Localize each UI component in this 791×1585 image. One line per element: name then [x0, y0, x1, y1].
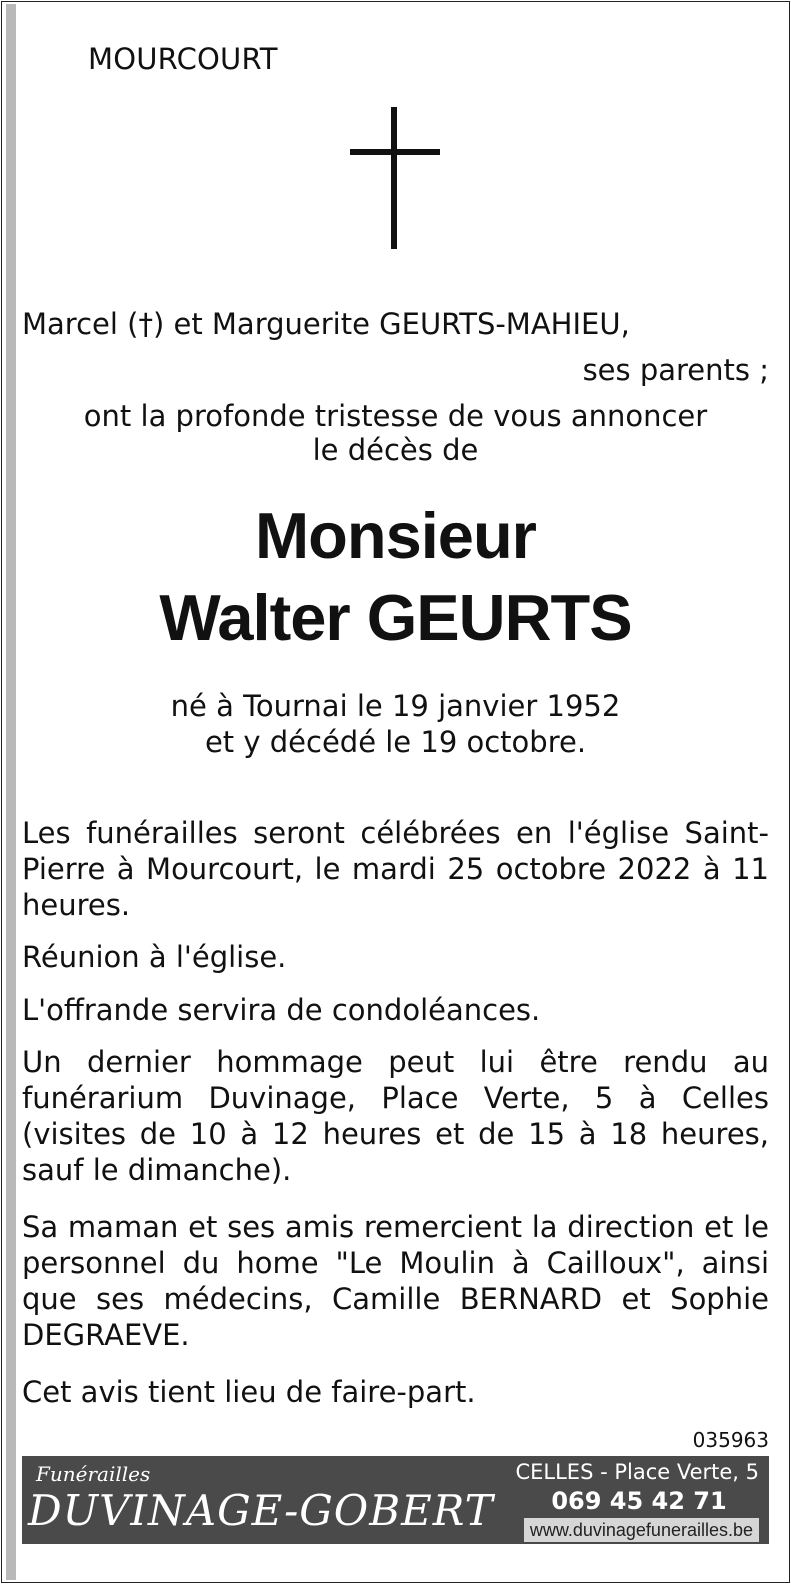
meeting-paragraph: Réunion à l'église.: [22, 940, 287, 974]
funeral-home-address: CELLES - Place Verte, 5: [515, 1460, 759, 1484]
funeral-details-paragraph: Les funérailles seront célébrées en l'église Saint-Pierre à Mourcourt, le mardi 25 octobre 2022 à 11 heures.: [22, 816, 769, 922]
birth-info: né à Tournai le 19 janvier 1952: [170, 689, 621, 723]
parents-line: Marcel (†) et Marguerite GEURTS-MAHIEU,: [22, 307, 630, 341]
funeral-home-brand: DUVINAGE-GOBERT: [28, 1486, 494, 1535]
side-border-rule: [6, 4, 16, 1580]
offering-paragraph: L'offrande servira de condoléances.: [22, 993, 541, 1027]
announcement-deces: le décès de: [312, 433, 479, 467]
death-info: et y décédé le 19 octobre.: [204, 725, 587, 759]
tribute-paragraph: Un dernier hommage peut lui être rendu au funérarium Duvinage, Place Verte, 5 à Celles (visites de 10 à 12 heures et de 15 à 18 heures, sauf le dimanche).: [22, 1045, 769, 1187]
notice-paragraph: Cet avis tient lieu de faire-part.: [22, 1375, 476, 1409]
funeral-home-website[interactable]: www.duvinagefunerailles.be: [524, 1518, 759, 1542]
funeral-home-banner: [22, 1456, 769, 1544]
deceased-name: Walter GEURTS: [159, 581, 632, 654]
funeral-home-subtitle: Funérailles: [36, 1462, 151, 1486]
reference-number: 035963: [692, 1428, 769, 1452]
announcement-intro: ont la profonde tristesse de vous annoncer: [83, 399, 708, 433]
obituary-notice: [1, 1, 790, 1583]
latin-cross-icon: [350, 107, 440, 249]
deceased-title: Monsieur: [255, 499, 536, 572]
village-name: MOURCOURT: [88, 42, 278, 76]
notice-content: [22, 2, 769, 1582]
thanks-paragraph: Sa maman et ses amis remercient la direction et le personnel du home "Le Moulin à Cailloux", ainsi que ses médecins, Camille BERNARD et Sophie DEGRAEVE.: [22, 1210, 769, 1352]
parents-role: ses parents ;: [582, 353, 769, 387]
funeral-home-contact: [489, 1458, 759, 1542]
funeral-home-phone: 069 45 42 71: [551, 1487, 727, 1515]
